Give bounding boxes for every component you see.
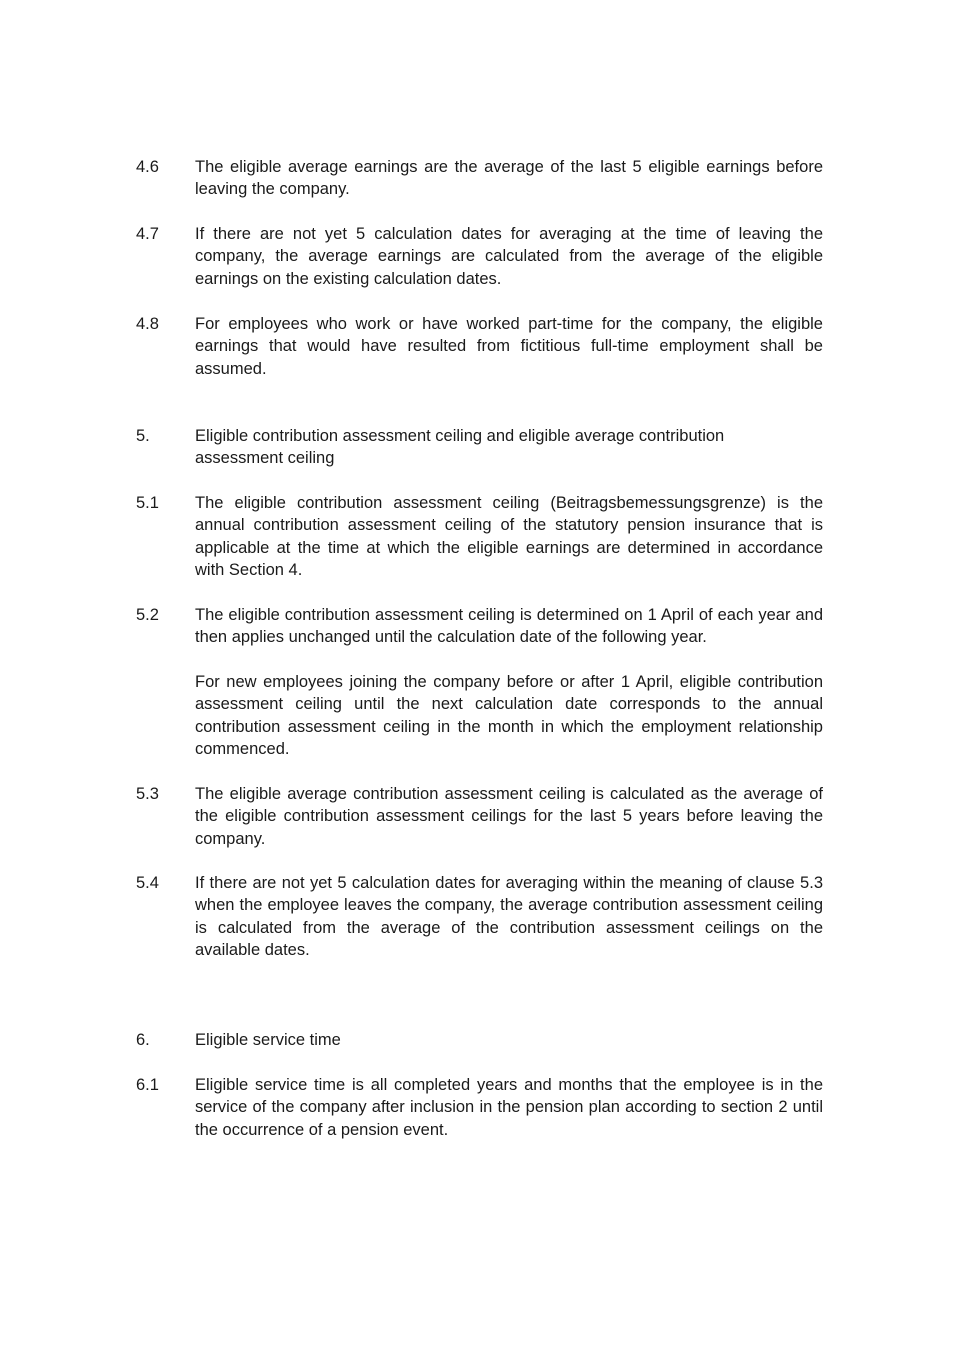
clause-text: If there are not yet 5 calculation dates for averaging at the time of leaving the company, the average earnings are calculated from the average of the eligible earnings on the existing calculation dates. [195, 225, 823, 288]
clause-text: The eligible average contribution assessment ceiling is calculated as the average of the eligible contribution assessment ceilings for the last 5 years before leaving the company. [195, 785, 823, 848]
clause-number: 5.3 [136, 785, 159, 803]
clause-number: 5.1 [136, 494, 159, 512]
clause-number: 4.8 [136, 315, 159, 333]
clause-number: 6.1 [136, 1076, 159, 1094]
clause-text: Eligible service time is all completed years and months that the employee is in the service of the company after inclusion in the pension plan according to section 2 until the occurrence of a pension event. [195, 1076, 823, 1139]
clause-number: 4.7 [136, 225, 159, 243]
clause-text: For new employees joining the company before or after 1 April, eligible contribution assessment ceiling until the next calculation date corresponds to the annual contribution assessment ceiling in the month in which the employment relationship commenced. [195, 673, 823, 759]
clause-text: The eligible contribution assessment ceiling is determined on 1 April of each year and then applies unchanged until the calculation date of the following year. [195, 606, 823, 647]
clause-number: 5.2 [136, 606, 159, 624]
section-number: 6. [136, 1031, 150, 1049]
clause-text: If there are not yet 5 calculation dates for averaging within the meaning of clause 5.3 when the employee leaves the company, the average contribution assessment ceiling is calculated from the average of the contribution assessment ceilings on the available dates. [195, 874, 823, 960]
clause-text: The eligible average earnings are the average of the last 5 eligible earnings before leaving the company. [195, 158, 823, 199]
section-number: 5. [136, 427, 150, 445]
clause-number: 4.6 [136, 158, 159, 176]
clause-number: 5.4 [136, 874, 159, 892]
section-title: Eligible contribution assessment ceiling and eligible average contribution assessment ceiling [195, 427, 725, 468]
clause-text: For employees who work or have worked part-time for the company, the eligible earnings that would have resulted from fictitious full-time employment shall be assumed. [195, 315, 823, 378]
clause-text: The eligible contribution assessment ceiling (Beitragsbemessungsgrenze) is the annual contribution assessment ceiling of the statutory pension insurance that is applicable at the time at which the eligible earnings are determined in accordance with Section 4. [195, 494, 823, 580]
section-title: Eligible service time [195, 1031, 341, 1049]
